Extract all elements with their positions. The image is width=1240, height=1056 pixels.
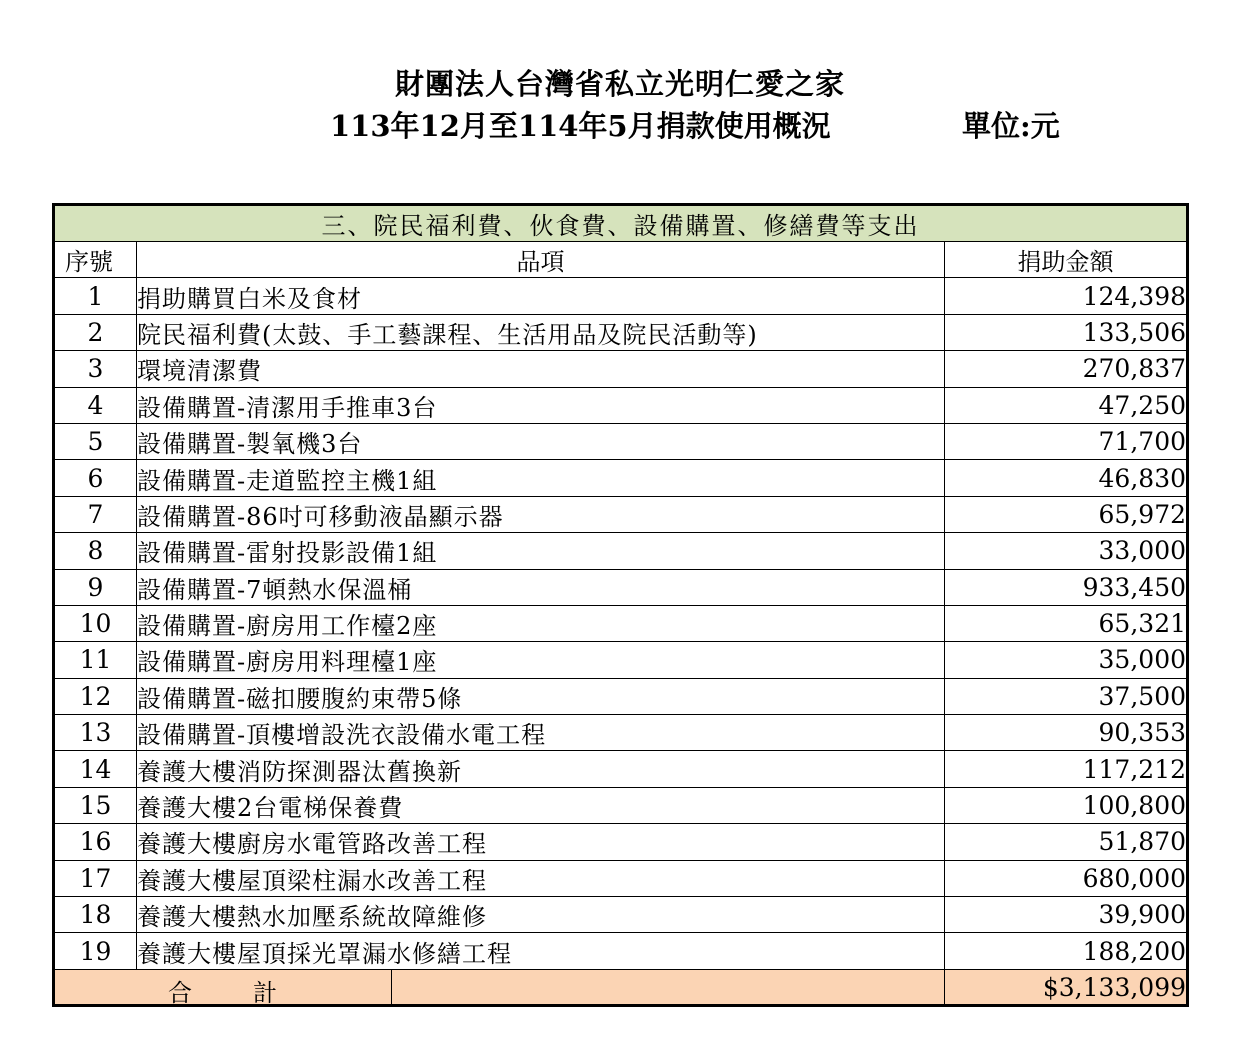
row-item: 設備購置-製氧機3台	[137, 423, 945, 459]
table-row	[54, 460, 1188, 496]
table-row	[54, 605, 1188, 641]
row-number: 6	[54, 460, 137, 496]
table-row	[54, 897, 1188, 933]
row-item: 設備購置-86吋可移動液晶顯示器	[137, 496, 945, 532]
row-amount: 33,000	[945, 533, 1188, 569]
table-row	[54, 860, 1188, 896]
header-item: 品項	[137, 242, 945, 278]
row-amount: 188,200	[945, 933, 1188, 969]
row-item: 設備購置-廚房用料理檯1座	[137, 642, 945, 678]
row-number: 15	[54, 787, 137, 823]
row-item: 設備購置-磁扣腰腹約束帶5條	[137, 678, 945, 714]
row-item: 設備購置-走道監控主機1組	[137, 460, 945, 496]
row-number: 19	[54, 933, 137, 969]
organization-title: 財團法人台灣省私立光明仁愛之家	[394, 67, 845, 101]
table-row	[54, 569, 1188, 605]
total-label	[54, 969, 945, 1005]
row-number: 2	[54, 314, 137, 350]
row-number: 17	[54, 860, 137, 896]
row-number: 11	[54, 642, 137, 678]
row-number: 12	[54, 678, 137, 714]
total-label-2: 計	[253, 978, 277, 1007]
total-label-1: 合	[168, 978, 192, 1007]
row-number: 13	[54, 715, 137, 751]
table-row	[54, 787, 1188, 823]
row-amount: 65,972	[945, 496, 1188, 532]
row-amount: 65,321	[945, 605, 1188, 641]
row-item: 設備購置-雷射投影設備1組	[137, 533, 945, 569]
row-amount: 933,450	[945, 569, 1188, 605]
header-no: 序號	[54, 242, 137, 278]
row-item: 養護大樓廚房水電管路改善工程	[137, 824, 945, 860]
row-item: 養護大樓屋頂採光罩漏水修繕工程	[137, 933, 945, 969]
row-number: 9	[54, 569, 137, 605]
row-item: 捐助購買白米及食材	[137, 278, 945, 314]
table-row	[54, 423, 1188, 459]
table-row	[54, 351, 1188, 387]
row-item: 養護大樓消防探測器汰舊換新	[137, 751, 945, 787]
table-row	[54, 678, 1188, 714]
row-item: 設備購置-7頓熱水保溫桶	[137, 569, 945, 605]
row-number: 3	[54, 351, 137, 387]
row-number: 5	[54, 423, 137, 459]
row-number: 7	[54, 496, 137, 532]
table-row	[54, 314, 1188, 350]
row-amount: 46,830	[945, 460, 1188, 496]
row-number: 14	[54, 751, 137, 787]
row-number: 18	[54, 897, 137, 933]
row-item: 院民福利費(太鼓、手工藝課程、生活用品及院民活動等)	[137, 314, 945, 350]
row-amount: 90,353	[945, 715, 1188, 751]
row-amount: 47,250	[945, 387, 1188, 423]
row-amount: 100,800	[945, 787, 1188, 823]
header-amount: 捐助金額	[945, 242, 1188, 278]
row-number: 10	[54, 605, 137, 641]
total-row	[54, 969, 1188, 1005]
row-amount: 39,900	[945, 897, 1188, 933]
row-item: 養護大樓2台電梯保養費	[137, 787, 945, 823]
unit-label: 單位:元	[962, 109, 1060, 143]
table-row	[54, 824, 1188, 860]
row-item: 設備購置-廚房用工作檯2座	[137, 605, 945, 641]
expense-table	[52, 203, 1189, 1007]
row-amount: 117,212	[945, 751, 1188, 787]
row-amount: 124,398	[945, 278, 1188, 314]
row-item: 養護大樓熱水加壓系統故障維修	[137, 897, 945, 933]
row-item: 設備購置-頂樓增設洗衣設備水電工程	[137, 715, 945, 751]
row-item: 設備購置-清潔用手推車3台	[137, 387, 945, 423]
section-header-row	[54, 205, 1188, 242]
row-amount: 51,870	[945, 824, 1188, 860]
total-amount: $3,133,099	[945, 969, 1188, 1005]
table-row	[54, 933, 1188, 969]
table-row	[54, 533, 1188, 569]
row-number: 1	[54, 278, 137, 314]
column-header-row	[54, 242, 1188, 278]
section-title: 三、院民福利費、伙食費、設備購置、修繕費等支出	[54, 205, 1188, 242]
table-row	[54, 751, 1188, 787]
table-row	[54, 715, 1188, 751]
table-row	[54, 387, 1188, 423]
row-number: 16	[54, 824, 137, 860]
report-period-title: 113年12月至114年5月捐款使用概況	[330, 109, 831, 143]
row-number: 8	[54, 533, 137, 569]
row-amount: 37,500	[945, 678, 1188, 714]
row-amount: 35,000	[945, 642, 1188, 678]
row-item: 養護大樓屋頂梁柱漏水改善工程	[137, 860, 945, 896]
row-amount: 133,506	[945, 314, 1188, 350]
row-amount: 71,700	[945, 423, 1188, 459]
table-row	[54, 496, 1188, 532]
table-row	[54, 278, 1188, 314]
row-number: 4	[54, 387, 137, 423]
table-row	[54, 642, 1188, 678]
row-amount: 680,000	[945, 860, 1188, 896]
row-amount: 270,837	[945, 351, 1188, 387]
row-item: 環境清潔費	[137, 351, 945, 387]
